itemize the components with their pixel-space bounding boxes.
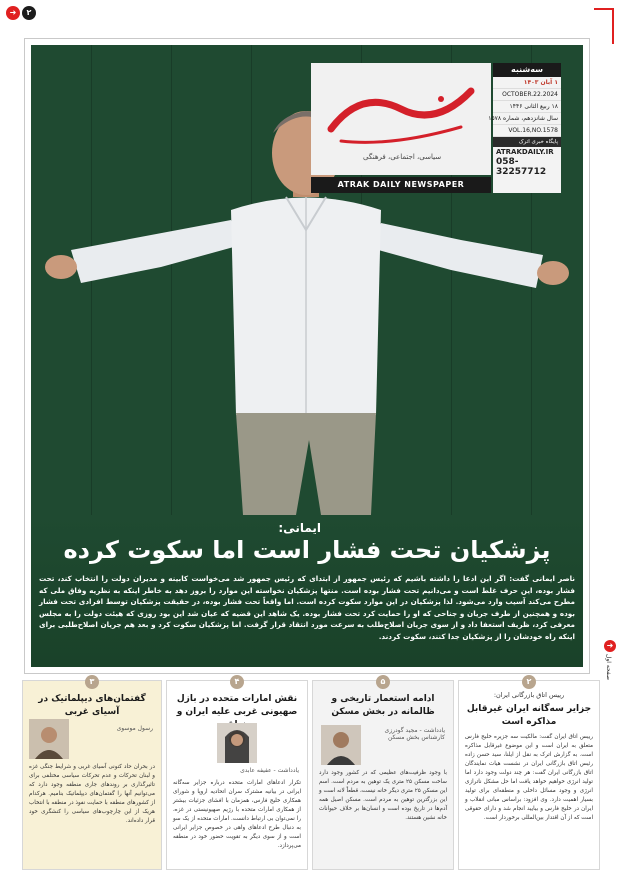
side-label: صفحه اول bbox=[605, 654, 612, 681]
person-icon bbox=[217, 723, 257, 763]
author-portrait bbox=[217, 723, 257, 763]
issue-fa: سال شانزدهم، شماره ۱۵۷۸ bbox=[493, 113, 561, 125]
news-column[interactable] bbox=[458, 677, 600, 870]
address-note: پایگاه خبری اترک bbox=[493, 137, 561, 147]
headline-lead: ناصر ایمانی گفت: اگر این ادعا را داشته باشیم که رئیس جمهور از ابتدای که رئیس جمهور شد می‌خواست کابینه و مدیران دولت را انتخاب کند، تحت فشار بوده، این حرف غلط است و می‌دانیم تحت فشار بوده است. منتها پزشکیان نخواسته این موارد را بروز دهد به خاطر اینکه به نظریه وفاق ملی که مطرح می‌کند آسیب وارد می‌شود. لذا پزشکیان در این موارد سکوت کرده است. اما واقعاً تحت فشار بوده، در حقیقت پزشکیان توسط افرادی تحت فشار بوده و همچنین از طرف جریان و جناحی که او را حمایت کرد تحت فشار بوده. یک شاهد این قضیه که عیان شد این بود روزی که هیئت دولت را به مجلس معرفی کرد، ظریف استعفا داد و از سوی جریان اصلاح‌طلب به سرعت مورد انتقاد قرار گرفت. اما پزشکیان سکوت کرد و بعد هم جریان اصلاح‌طلبی برای اینکه راه خودشان را از پزشکیان جدا کنند، سکوت کردند. bbox=[39, 574, 575, 641]
column-title[interactable]: نقش امارات متحده در بازل صهیونی غربی علیه ایران و bbox=[176, 694, 298, 717]
column-text: رییس اتاق ایران گفت: مالکیت سه جزیره خلیج فارس متعلق به ایران است و این موضوع غیرقابل مذاکره است. به گزارش اترک به نقل از ایلنا، سید حسن زاده رئیس اتاق بازرگانی ایران در نشست هیات نمایندگان اتاق بازرگانی ایران گفت: هر چند دولت وجود دارد اما تولید انرژی خواهیم خواهد یافت اما حل مشکل ناترازی انرژی و وجود مسائل داخلی و منطقه‌ای برای تولید بسیار اهمیت دارد. وی افزود: براساس مبانی انقلاب و ایران در خلیج فارس و بیایید انجام شد و دارای حقوقی است که از آن اقتدار بین‌المللی برخوردار است. bbox=[465, 734, 593, 821]
tagline: سیاسی، اجتماعی، فرهنگی bbox=[363, 153, 442, 161]
masthead bbox=[311, 63, 561, 195]
arrow-icon: ➜ bbox=[6, 6, 20, 20]
cover-photo bbox=[31, 45, 583, 667]
headline-kicker: ایمانی: bbox=[278, 521, 321, 535]
paper-name: ATRAK DAILY NEWSPAPER bbox=[311, 177, 491, 193]
column-text: در بحران حاد کنونی آسیای غربی و شرایط جنگی غزه و لبنان تحرکات و عدم تحرکات سیاسی مختلفی برای تاثیرگذاری بر روندهای جاری منطقه وجود دارد که می‌توانیم آنها را گفتمان‌های دیپلماتیک بنامیم. هرکدام از کشورهای منطقه با حمایت نفوذ در منطقه با انتخاب هریک از این چارچوب‌های سیاسی را کنشگری خود قرار داده‌اند. bbox=[29, 764, 155, 824]
page-number-marker bbox=[4, 4, 44, 22]
column-title[interactable]: جزایر سه‌گانه ایران غیرقابل مذاکره است bbox=[466, 704, 592, 727]
date-hijri: ۱۸ ربیع الثانی ۱۴۴۶ bbox=[493, 101, 561, 113]
weekday: سه‌شنبه bbox=[493, 63, 561, 77]
date-gregorian: OCTOBER.22.2024 bbox=[493, 89, 561, 101]
newspaper-logo bbox=[311, 63, 491, 175]
website-link[interactable]: ATRAKDAILY.IR bbox=[496, 148, 554, 156]
date-column bbox=[488, 63, 561, 193]
issue-en: VOL.16,NO.1578 bbox=[493, 125, 561, 137]
side-ribbon bbox=[602, 640, 618, 684]
headline-block bbox=[31, 515, 583, 667]
atrak-logo-mark bbox=[321, 69, 481, 153]
news-column[interactable] bbox=[22, 677, 162, 870]
person-icon bbox=[29, 719, 69, 759]
person-icon bbox=[321, 725, 361, 765]
corner-bracket bbox=[594, 8, 614, 44]
page-ref-badge: ۲ bbox=[522, 675, 536, 689]
phone-number: 058-32257712 bbox=[496, 157, 547, 177]
column-title[interactable]: گفتمان‌های دیپلماتیک در آسیای غربی bbox=[38, 694, 146, 717]
column-author: یادداشت - مجید گودرزی کارشناس بخش مسکن bbox=[384, 727, 445, 741]
date-shamsi: ۱ آبان ۱۴۰۳ bbox=[493, 77, 561, 89]
column-text: با وجود ظرفیت‌های عظیمی که در کشور وجود دارد ساخت مسکن ۲۵ متری یک توهین به مردم است. اسم این مسکن ۲۵ متری دیگر خانه نیست، قطعاً لانه است و این بزرگترین توهین به مردم است. مسکن اصیل همه آدم‌ها در تاریخ بوده است و انسان‌ها بر خلاف حیوانات خانه نشین هستند. bbox=[319, 770, 447, 821]
page-number: ۲ bbox=[22, 6, 36, 20]
cover-photo-frame bbox=[24, 38, 590, 674]
column-author: رسول موسوی bbox=[116, 725, 153, 732]
arrow-icon: ➜ bbox=[604, 640, 616, 652]
column-subtitle: رییس اتاق بازرگانی ایران: bbox=[493, 691, 565, 699]
author-portrait bbox=[321, 725, 361, 765]
page-ref-badge: ۵ bbox=[376, 675, 390, 689]
column-author: یادداشت - عفیفه عابدی bbox=[240, 767, 299, 774]
column-text: تکرار ادعاهای امارات متحده درباره جزایر سه‌گانه ایرانی در بیانیه مشترک سران اتحادیه اروپا و شورای همکاری خلیج فارس، همزمان با افشای جزئیات بیشتر از همکاری امارات متحده با رژیم صهیونیستی در غزه، را نمی‌توان بی ارتباط دانست. امارات متحده از یک سو به دنبال طرح ادعاهای واهی در خصوص جزایر ایرانی است و از سوی دیگر به تقویت حضور خود در منطقه می‌پردازد. bbox=[173, 780, 301, 849]
headline-title[interactable]: پزشکیان تحت فشار است اما سکوت کرده bbox=[63, 536, 551, 564]
page-ref-badge: ۳ bbox=[85, 675, 99, 689]
author-portrait bbox=[29, 719, 69, 759]
news-column[interactable] bbox=[166, 677, 308, 870]
news-column[interactable] bbox=[312, 677, 454, 870]
page-ref-badge: ۴ bbox=[230, 675, 244, 689]
column-title[interactable]: ادامه استعمار تاریخی و ظالمانه در بخش مسکن bbox=[331, 694, 435, 717]
